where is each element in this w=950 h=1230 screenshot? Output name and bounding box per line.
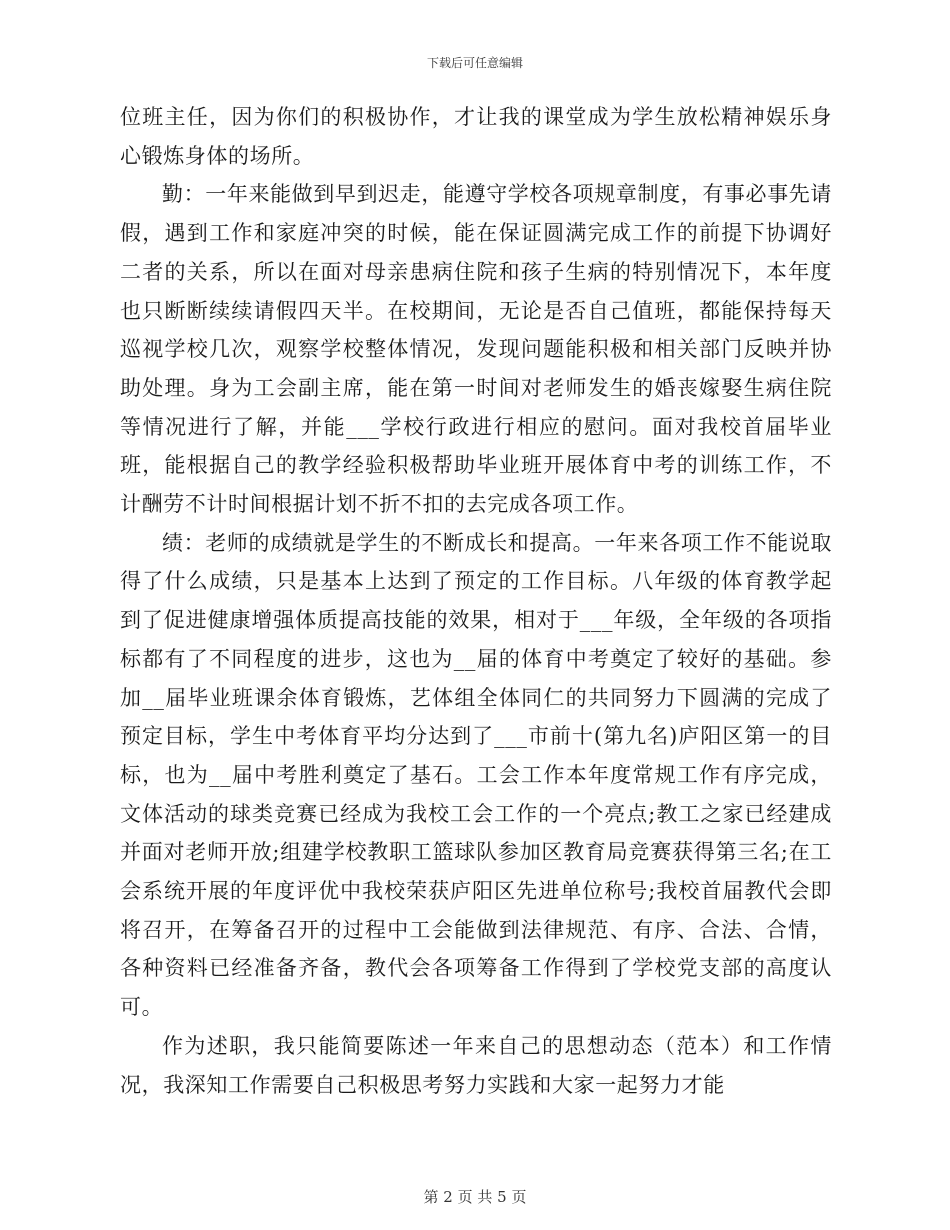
paragraph-achievements: 绩：老师的成绩就是学生的不断成长和提高。一年来各项工作不能说取得了什么成绩，只是基本上达到了预定的工作目标。八年级的体育教学起到了促进健康增强体质提高技能的效果，相对于___年级，全年级的各项指标都有了不同程度的进步，这也为__届的体育中考奠定了较好的基础。参加__届毕业班课余体育锻炼，艺体组全体同仁的共同努力下圆满的完成了预定目标，学生中考体育平均分达到了___市前十(第九名)庐阳区第一的目标，也为__届中考胜利奠定了基石。工会工作本年度常规工作有序完成，文体活动的球类竞赛已经成为我校工会工作的一个亮点;教工之家已经建成并面对老师开放;组建学校教职工篮球队参加区教育局竞赛获得第三名;在工会系统开展的年度评优中我校荣获庐阳区先进单位称号;我校首届教代会即将召开，在筹备召开的过程中工会能做到法律规范、有序、合法、合情，各种资料已经准备齐备，教代会各项筹备工作得到了学校党支部的高度认可。 [120,530,832,1020]
paragraph-continuation: 位班主任，因为你们的积极协作，才让我的课堂成为学生放松精神娱乐身心锻炼身体的场所。 [120,105,832,168]
document-body [120,98,832,1104]
paragraph-conclusion: 作为述职，我只能简要陈述一年来自己的思想动态（范本）和工作情况，我深知工作需要自己积极思考努力实践和大家一起努力才能 [120,1033,832,1097]
paragraph-diligence: 勤：一年来能做到早到迟走，能遵守学校各项规章制度，有事必事先请假，遇到工作和家庭冲突的时候，能在保证圆满完成工作的前提下协调好二者的关系，所以在面对母亲患病住院和孩子生病的特别情况下，本年度也只断断续续请假四天半。在校期间，无论是否自己值班，都能保持每天巡视学校几次，观察学校整体情况，发现问题能积极和相关部门反映并协助处理。身为工会副主席，能在第一时间对老师发生的婚丧嫁娶生病住院等情况进行了解，并能___学校行政进行相应的慰问。面对我校首届毕业班，能根据自己的教学经验积极帮助毕业班开展体育中考的训练工作，不计酬劳不计时间根据计划不折不扣的去完成各项工作。 [120,182,832,517]
page-header: 下载后可任意编辑 [426,56,523,70]
page-footer: 第 2 页 共 5 页 [423,1188,527,1206]
